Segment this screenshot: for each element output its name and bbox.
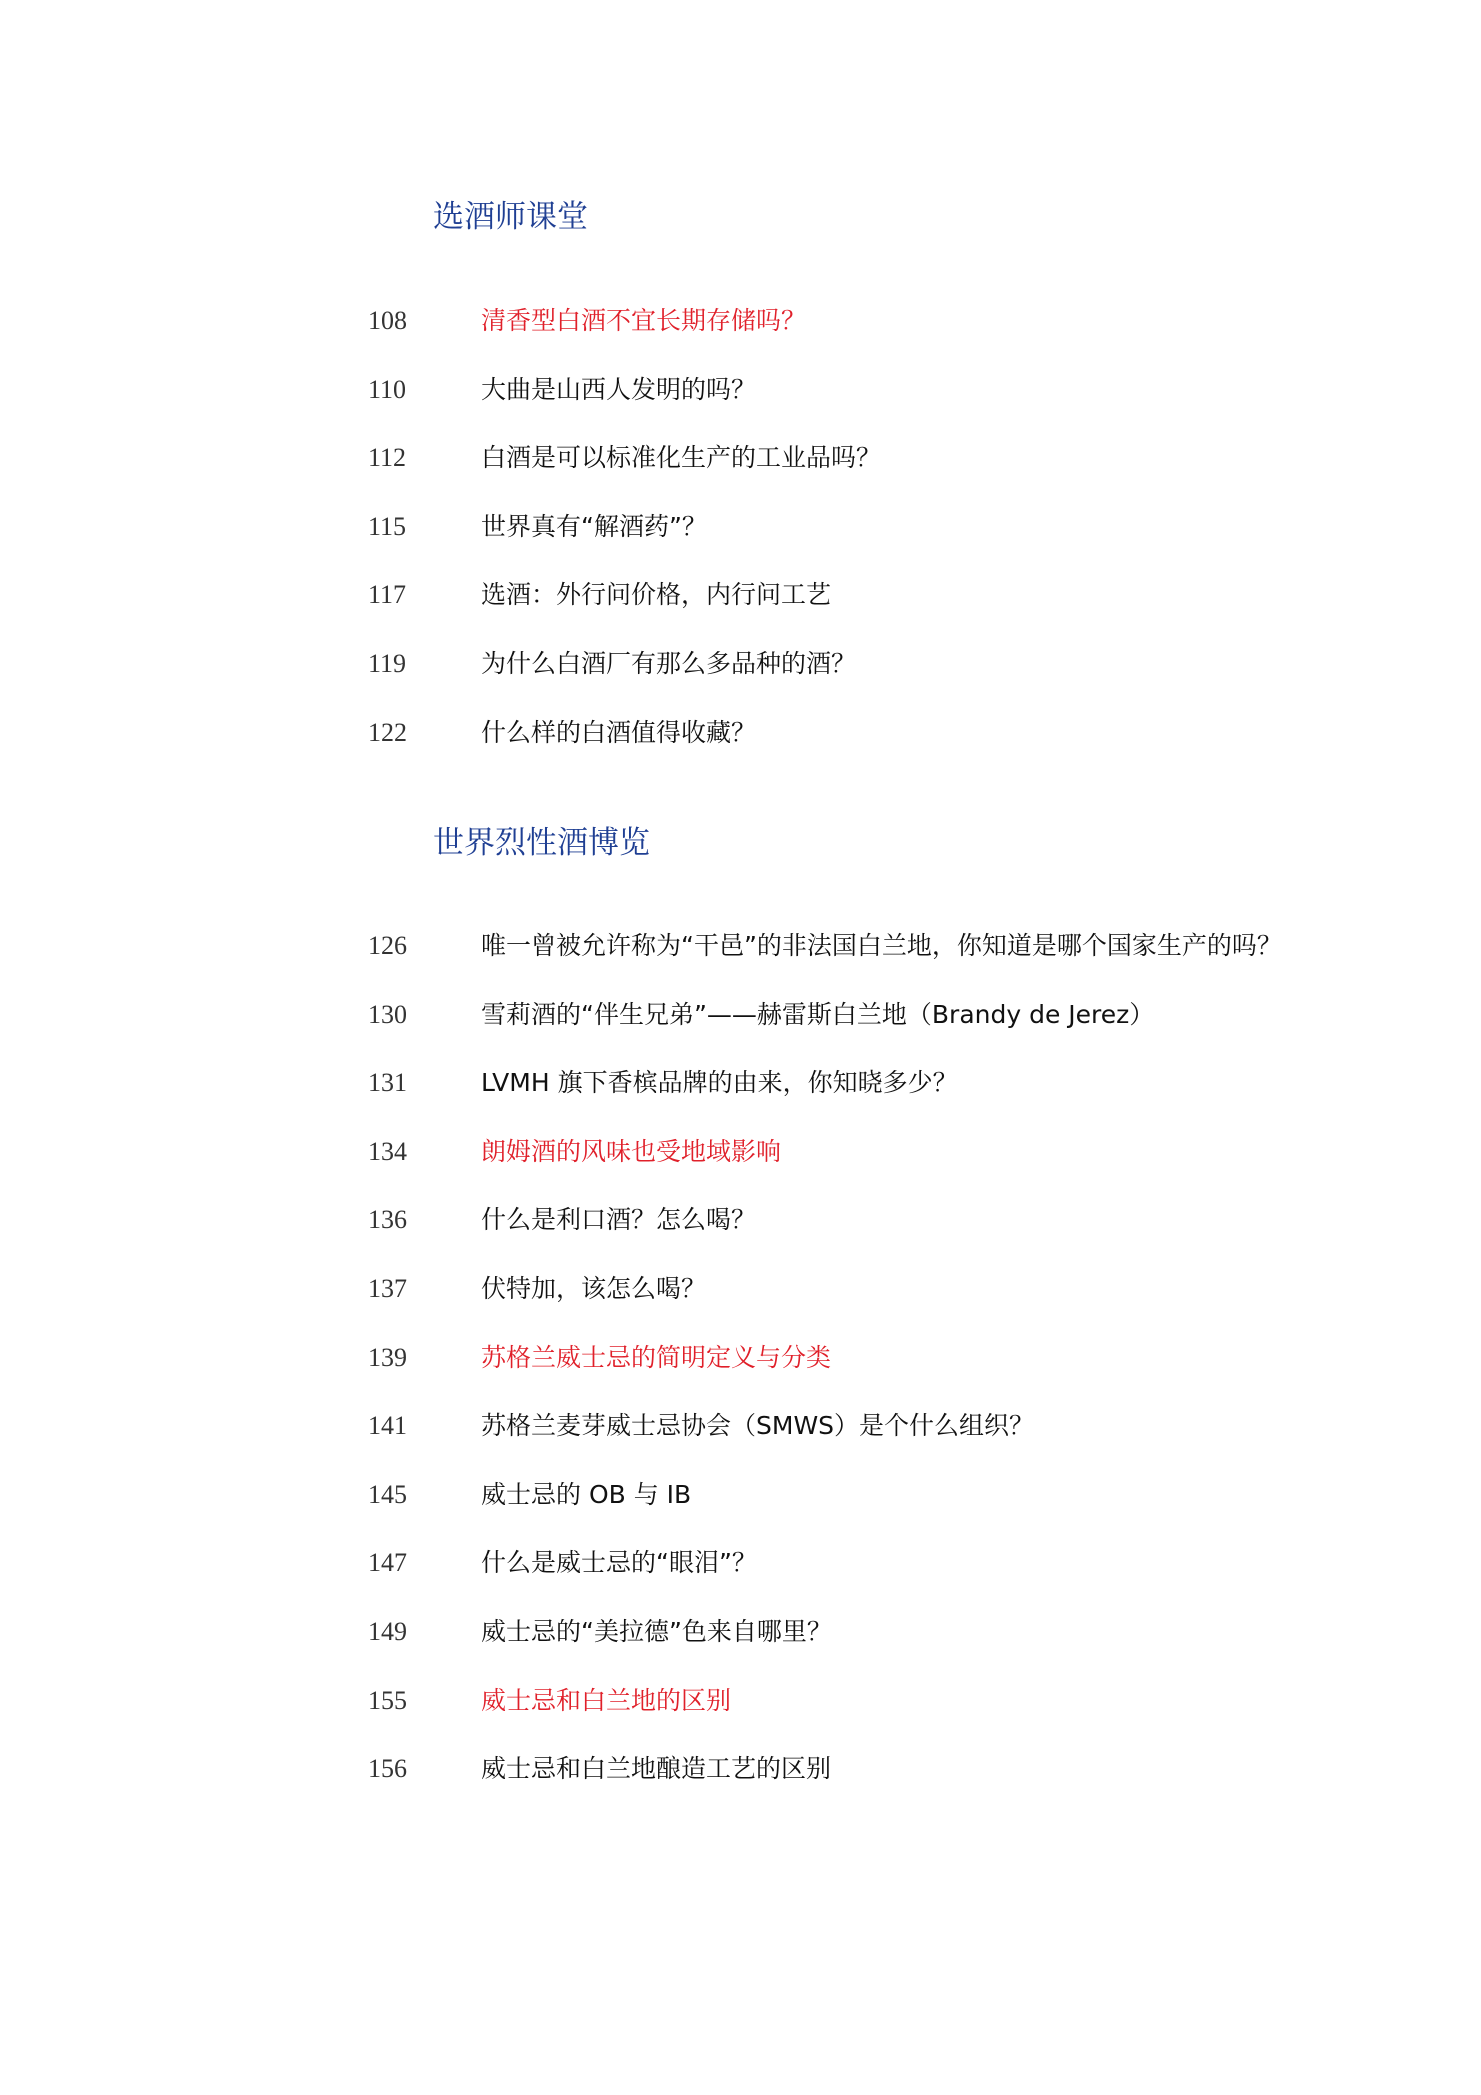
entry-title: LVMH 旗下香槟品牌的由来，你知晓多少？	[481, 1068, 958, 1097]
entry-title: 威士忌的“美拉德”色来自哪里？	[481, 1617, 832, 1646]
entry-title: 唯一曾被允许称为“干邑”的非法国白兰地，你知道是哪个国家生产的吗？	[481, 931, 1282, 960]
section-heading-1: 选酒师课堂	[433, 199, 588, 235]
toc-entry[interactable]	[0, 1749, 1481, 1789]
page-number: 126	[368, 931, 407, 960]
entry-title: 伏特加，该怎么喝？	[481, 1274, 707, 1303]
page-number: 145	[368, 1480, 407, 1509]
page-number: 149	[368, 1617, 407, 1646]
toc-entry[interactable]	[0, 1475, 1481, 1515]
page-number: 110	[368, 375, 407, 404]
page-number: 155	[368, 1686, 407, 1715]
toc-entry[interactable]	[0, 370, 1481, 410]
toc-entry[interactable]	[0, 713, 1481, 753]
toc-entry[interactable]	[0, 1681, 1481, 1721]
toc-entry[interactable]	[0, 1543, 1481, 1583]
entry-title: 白酒是可以标准化生产的工业品吗？	[481, 443, 882, 472]
page-number: 115	[368, 512, 407, 541]
entry-title: 雪莉酒的“伴生兄弟”——赫雷斯白兰地（Brandy de Jerez）	[481, 1000, 1155, 1029]
entry-title: 什么是利口酒？怎么喝？	[481, 1205, 757, 1234]
entry-title: 威士忌和白兰地酿造工艺的区别	[481, 1754, 832, 1783]
entry-title: 威士忌的 OB 与 IB	[481, 1480, 692, 1509]
page-number: 108	[368, 306, 407, 335]
toc-entry[interactable]	[0, 1406, 1481, 1446]
page-number: 147	[368, 1548, 407, 1577]
toc-entry[interactable]	[0, 1269, 1481, 1309]
page-number: 136	[368, 1205, 407, 1234]
page-number: 112	[368, 443, 407, 472]
page-number: 139	[368, 1343, 407, 1372]
page-number: 130	[368, 1000, 407, 1029]
entry-title: 苏格兰麦芽威士忌协会（SMWS）是个什么组织？	[481, 1411, 1035, 1440]
toc-entry[interactable]	[0, 575, 1481, 615]
page-number: 141	[368, 1411, 407, 1440]
toc-entry[interactable]	[0, 507, 1481, 547]
entry-title: 什么样的白酒值得收藏？	[481, 718, 757, 747]
entry-title: 清香型白酒不宜长期存储吗？	[481, 306, 807, 335]
toc-entry[interactable]	[0, 1338, 1481, 1378]
page-number: 134	[368, 1137, 407, 1166]
toc-entry[interactable]	[0, 1612, 1481, 1652]
entry-title: 苏格兰威士忌的简明定义与分类	[481, 1343, 832, 1372]
page-number: 131	[368, 1068, 407, 1097]
page-number: 119	[368, 649, 407, 678]
entry-title: 朗姆酒的风味也受地域影响	[481, 1137, 782, 1166]
page-number: 122	[368, 718, 407, 747]
toc-entry[interactable]	[0, 926, 1481, 966]
section-heading-2: 世界烈性酒博览	[433, 825, 650, 861]
entry-title: 威士忌和白兰地的区别	[481, 1686, 732, 1715]
entry-title: 什么是威士忌的“眼泪”？	[481, 1548, 757, 1577]
toc-entry[interactable]	[0, 1063, 1481, 1103]
toc-entry[interactable]	[0, 1132, 1481, 1172]
page-number: 117	[368, 580, 407, 609]
toc-entry[interactable]	[0, 301, 1481, 341]
entry-title: 选酒：外行问价格，内行问工艺	[481, 580, 832, 609]
entry-title: 大曲是山西人发明的吗？	[481, 375, 757, 404]
page-number: 137	[368, 1274, 407, 1303]
entry-title: 世界真有“解酒药”？	[481, 512, 707, 541]
toc-entry[interactable]	[0, 644, 1481, 684]
toc-entry[interactable]	[0, 438, 1481, 478]
entry-title: 为什么白酒厂有那么多品种的酒？	[481, 649, 857, 678]
toc-entry[interactable]	[0, 995, 1481, 1035]
page-number: 156	[368, 1754, 407, 1783]
toc-entry[interactable]	[0, 1200, 1481, 1240]
